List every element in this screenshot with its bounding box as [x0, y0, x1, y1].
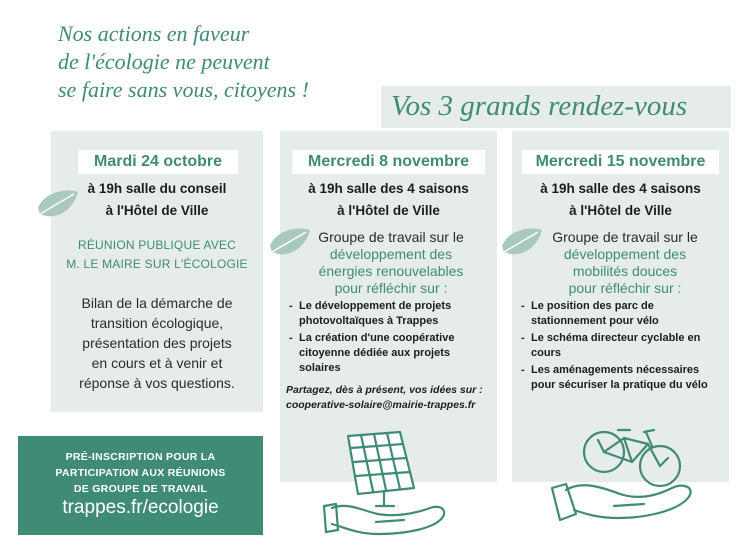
list-item: - Le schéma directeur cyclable en cours — [521, 331, 721, 361]
headline-line: RÉUNION PUBLIQUE AVEC — [77, 238, 236, 252]
list-item: - Les aménagements nécessaires pour sécuriser la pratique du vélo — [521, 363, 721, 393]
share-text: Partagez, dès à présent, vos idées sur : — [286, 384, 483, 396]
registration-link[interactable]: trappes.fr/ecologie — [62, 497, 219, 518]
intro-line: Groupe de travail sur le — [318, 229, 464, 245]
description-line: Bilan de la démarche de — [81, 295, 233, 311]
bicycle-hand-icon — [548, 410, 718, 535]
topic-line: développement des — [329, 246, 453, 262]
leaf-icon — [36, 188, 80, 224]
list-item: - Le développement de projets photovoltaïques à Trappes — [289, 299, 489, 329]
intro-text — [58, 20, 378, 104]
meeting-date: Mardi 24 octobre — [78, 150, 238, 174]
topic-line: énergies renouvelables — [318, 263, 464, 279]
email-link[interactable]: cooperative-solaire@mairie-trappes.fr — [286, 399, 476, 411]
topic-line: développement des — [563, 246, 687, 262]
intro-line: Groupe de travail sur le — [552, 229, 698, 245]
headline-line: M. LE MAIRE SUR L'ÉCOLOGIE — [66, 257, 248, 271]
topic-list — [289, 299, 489, 378]
solar-panel-hand-icon — [318, 430, 468, 545]
registration-heading — [18, 449, 263, 497]
topic-line: mobilités douces — [572, 263, 678, 279]
topic-line: pour réfléchir sur : — [568, 280, 682, 296]
meeting-time: à 19h salle des 4 saisons — [540, 181, 701, 196]
leaf-icon — [268, 226, 312, 262]
registration-box — [18, 436, 263, 535]
meeting-date: Mercredi 8 novembre — [292, 150, 485, 174]
meeting-date: Mercredi 15 novembre — [522, 150, 719, 174]
description-line: transition écologique, — [90, 315, 224, 331]
description-line: en cours et à venir et — [91, 355, 223, 371]
registration-line: PARTICIPATION AUX RÉUNIONS — [55, 467, 226, 479]
meeting-time: à 19h salle des 4 saisons — [308, 181, 469, 196]
working-group-intro — [530, 229, 720, 297]
meeting-description — [51, 293, 263, 393]
meeting-place: à l'Hôtel de Ville — [105, 203, 209, 218]
meeting-place: à l'Hôtel de Ville — [569, 203, 672, 218]
list-item: - Le position des parc de stationnement pour vélo — [521, 299, 721, 329]
meeting-time: à 19h salle du conseil — [87, 181, 227, 196]
topic-line: pour réfléchir sur : — [334, 280, 448, 296]
working-group-intro — [296, 229, 486, 297]
registration-line: DE GROUPE DE TRAVAIL — [73, 483, 208, 495]
registration-line: PRÉ-INSCRIPTION POUR LA — [65, 451, 216, 463]
meeting-headline — [51, 236, 263, 274]
description-line: réponse à vos questions. — [79, 375, 235, 391]
meeting-place: à l'Hôtel de Ville — [337, 203, 440, 218]
intro-line: Nos actions en faveur — [58, 21, 250, 46]
leaf-icon — [500, 226, 544, 262]
list-item: - La création d'une coopérative citoyenne dédiée aux projets solaires — [289, 331, 489, 376]
description-line: présentation des projets — [82, 335, 232, 351]
banner-title: Vos 3 grands rendez-vous — [391, 90, 688, 122]
intro-line: de l'écologie ne peuvent — [58, 49, 270, 74]
share-ideas — [286, 383, 496, 413]
intro-line: se faire sans vous, citoyens ! — [58, 77, 309, 102]
topic-list — [521, 299, 721, 395]
